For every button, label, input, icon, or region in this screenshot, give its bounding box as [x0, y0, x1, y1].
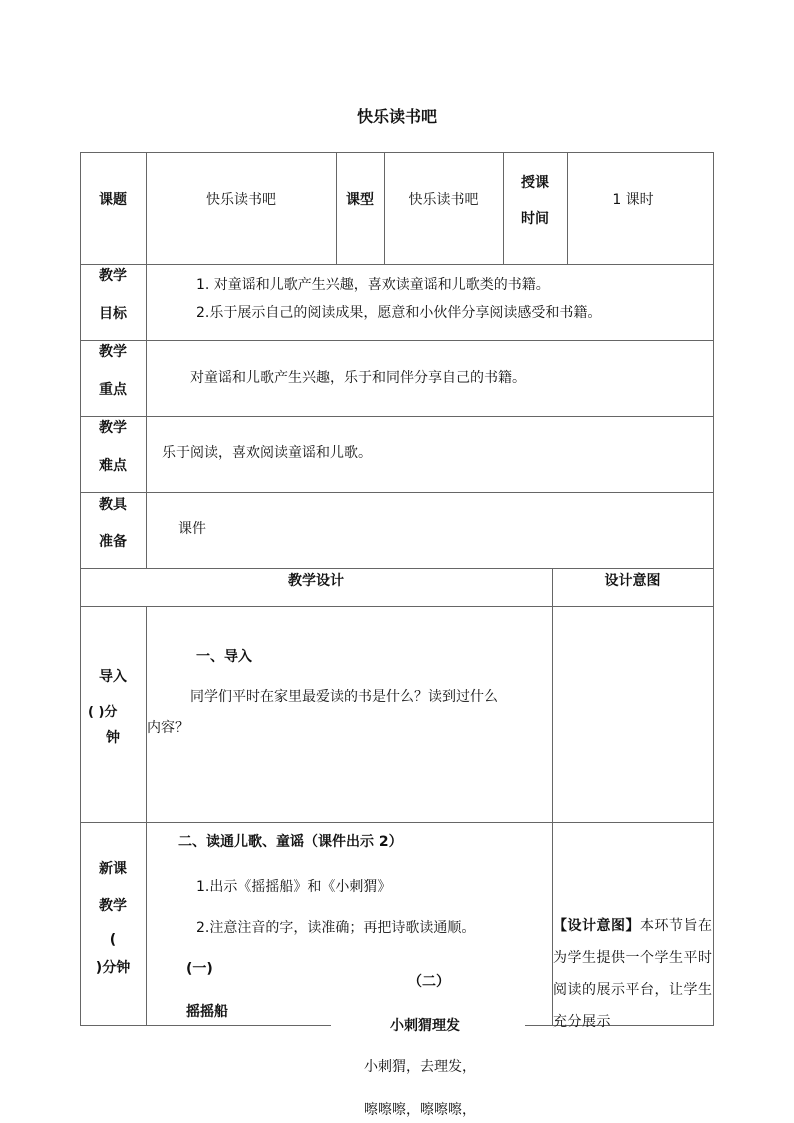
- poem-part-1: (一): [186, 961, 213, 977]
- time-value: 1 课时: [612, 192, 654, 208]
- intro-heading: 一、导入: [196, 649, 252, 665]
- intro-line-2: 内容？: [147, 720, 189, 736]
- intro-label-line2: ( )分: [88, 705, 118, 720]
- newlesson-label-line4: )分钟: [95, 960, 131, 976]
- design-intent-text: [553, 910, 715, 1038]
- newlesson-label-line2: 教学: [99, 898, 127, 914]
- poem2-line-2: 嚓嚓嚓，嚓嚓嚓，: [364, 1102, 476, 1118]
- goals-label-line2: 目标: [99, 306, 127, 322]
- type-label: 课型: [346, 192, 374, 208]
- difficulties-text: 乐于阅读，喜欢阅读童谣和儿歌。: [162, 445, 372, 461]
- difficulties-label-line1: 教学: [99, 420, 127, 436]
- newlesson-heading: 二、读通儿歌、童谣（课件出示 2）: [178, 834, 403, 850]
- intro-label-line1: 导入: [99, 669, 127, 685]
- goals-label-line1: 教学: [99, 268, 127, 284]
- newlesson-step-1: 1.出示《摇摇船》和《小刺猬》: [196, 879, 392, 895]
- intro-label-line3: 钟: [106, 730, 120, 746]
- page-title: 快乐读书吧: [356, 107, 437, 126]
- materials-text: 课件: [178, 521, 206, 537]
- newlesson-step-2: 2.注意注音的字，读准确；再把诗歌读通顺。: [196, 920, 476, 936]
- materials-label-line2: 准备: [99, 534, 127, 550]
- goal-item-1: 1. 对童谣和儿歌产生兴趣，喜欢读童谣和儿歌类的书籍。: [196, 277, 550, 293]
- time-label-line1: 授课: [521, 175, 549, 191]
- intent-header: 设计意图: [604, 573, 661, 589]
- materials-label-line1: 教具: [99, 497, 127, 513]
- newlesson-label-line1: 新课: [99, 861, 127, 877]
- design-intent-body: 本环节旨在为学生提供一个学生平时阅读的展示平台，让学生充分展示: [553, 918, 713, 1030]
- type-value: 快乐读书吧: [408, 192, 479, 208]
- design-intent-prefix: 【设计意图】: [553, 918, 640, 934]
- poem2-title: 小刺猬理发: [390, 1018, 460, 1034]
- design-header: 教学设计: [288, 573, 344, 589]
- keypoints-text: 对童谣和儿歌产生兴趣，乐于和同伴分享自己的书籍。: [190, 370, 526, 386]
- goal-item-2: 2.乐于展示自己的阅读成果，愿意和小伙伴分享阅读感受和书籍。: [196, 305, 602, 321]
- newlesson-label-line3: (: [109, 932, 117, 948]
- keypoints-label-line1: 教学: [99, 344, 127, 360]
- difficulties-label-line2: 难点: [99, 458, 127, 474]
- subject-label: 课题: [99, 192, 127, 208]
- poem-part-2: （二）: [408, 974, 450, 990]
- keypoints-label-line2: 重点: [99, 382, 127, 398]
- poem1-title: 摇摇船: [186, 1004, 228, 1020]
- time-label-line2: 时间: [521, 211, 549, 227]
- poem2-line-1: 小刺猬，去理发，: [364, 1059, 476, 1075]
- intro-line-1: 同学们平时在家里最爱读的书是什么？读到过什么: [190, 689, 498, 705]
- subject-value: 快乐读书吧: [206, 192, 276, 208]
